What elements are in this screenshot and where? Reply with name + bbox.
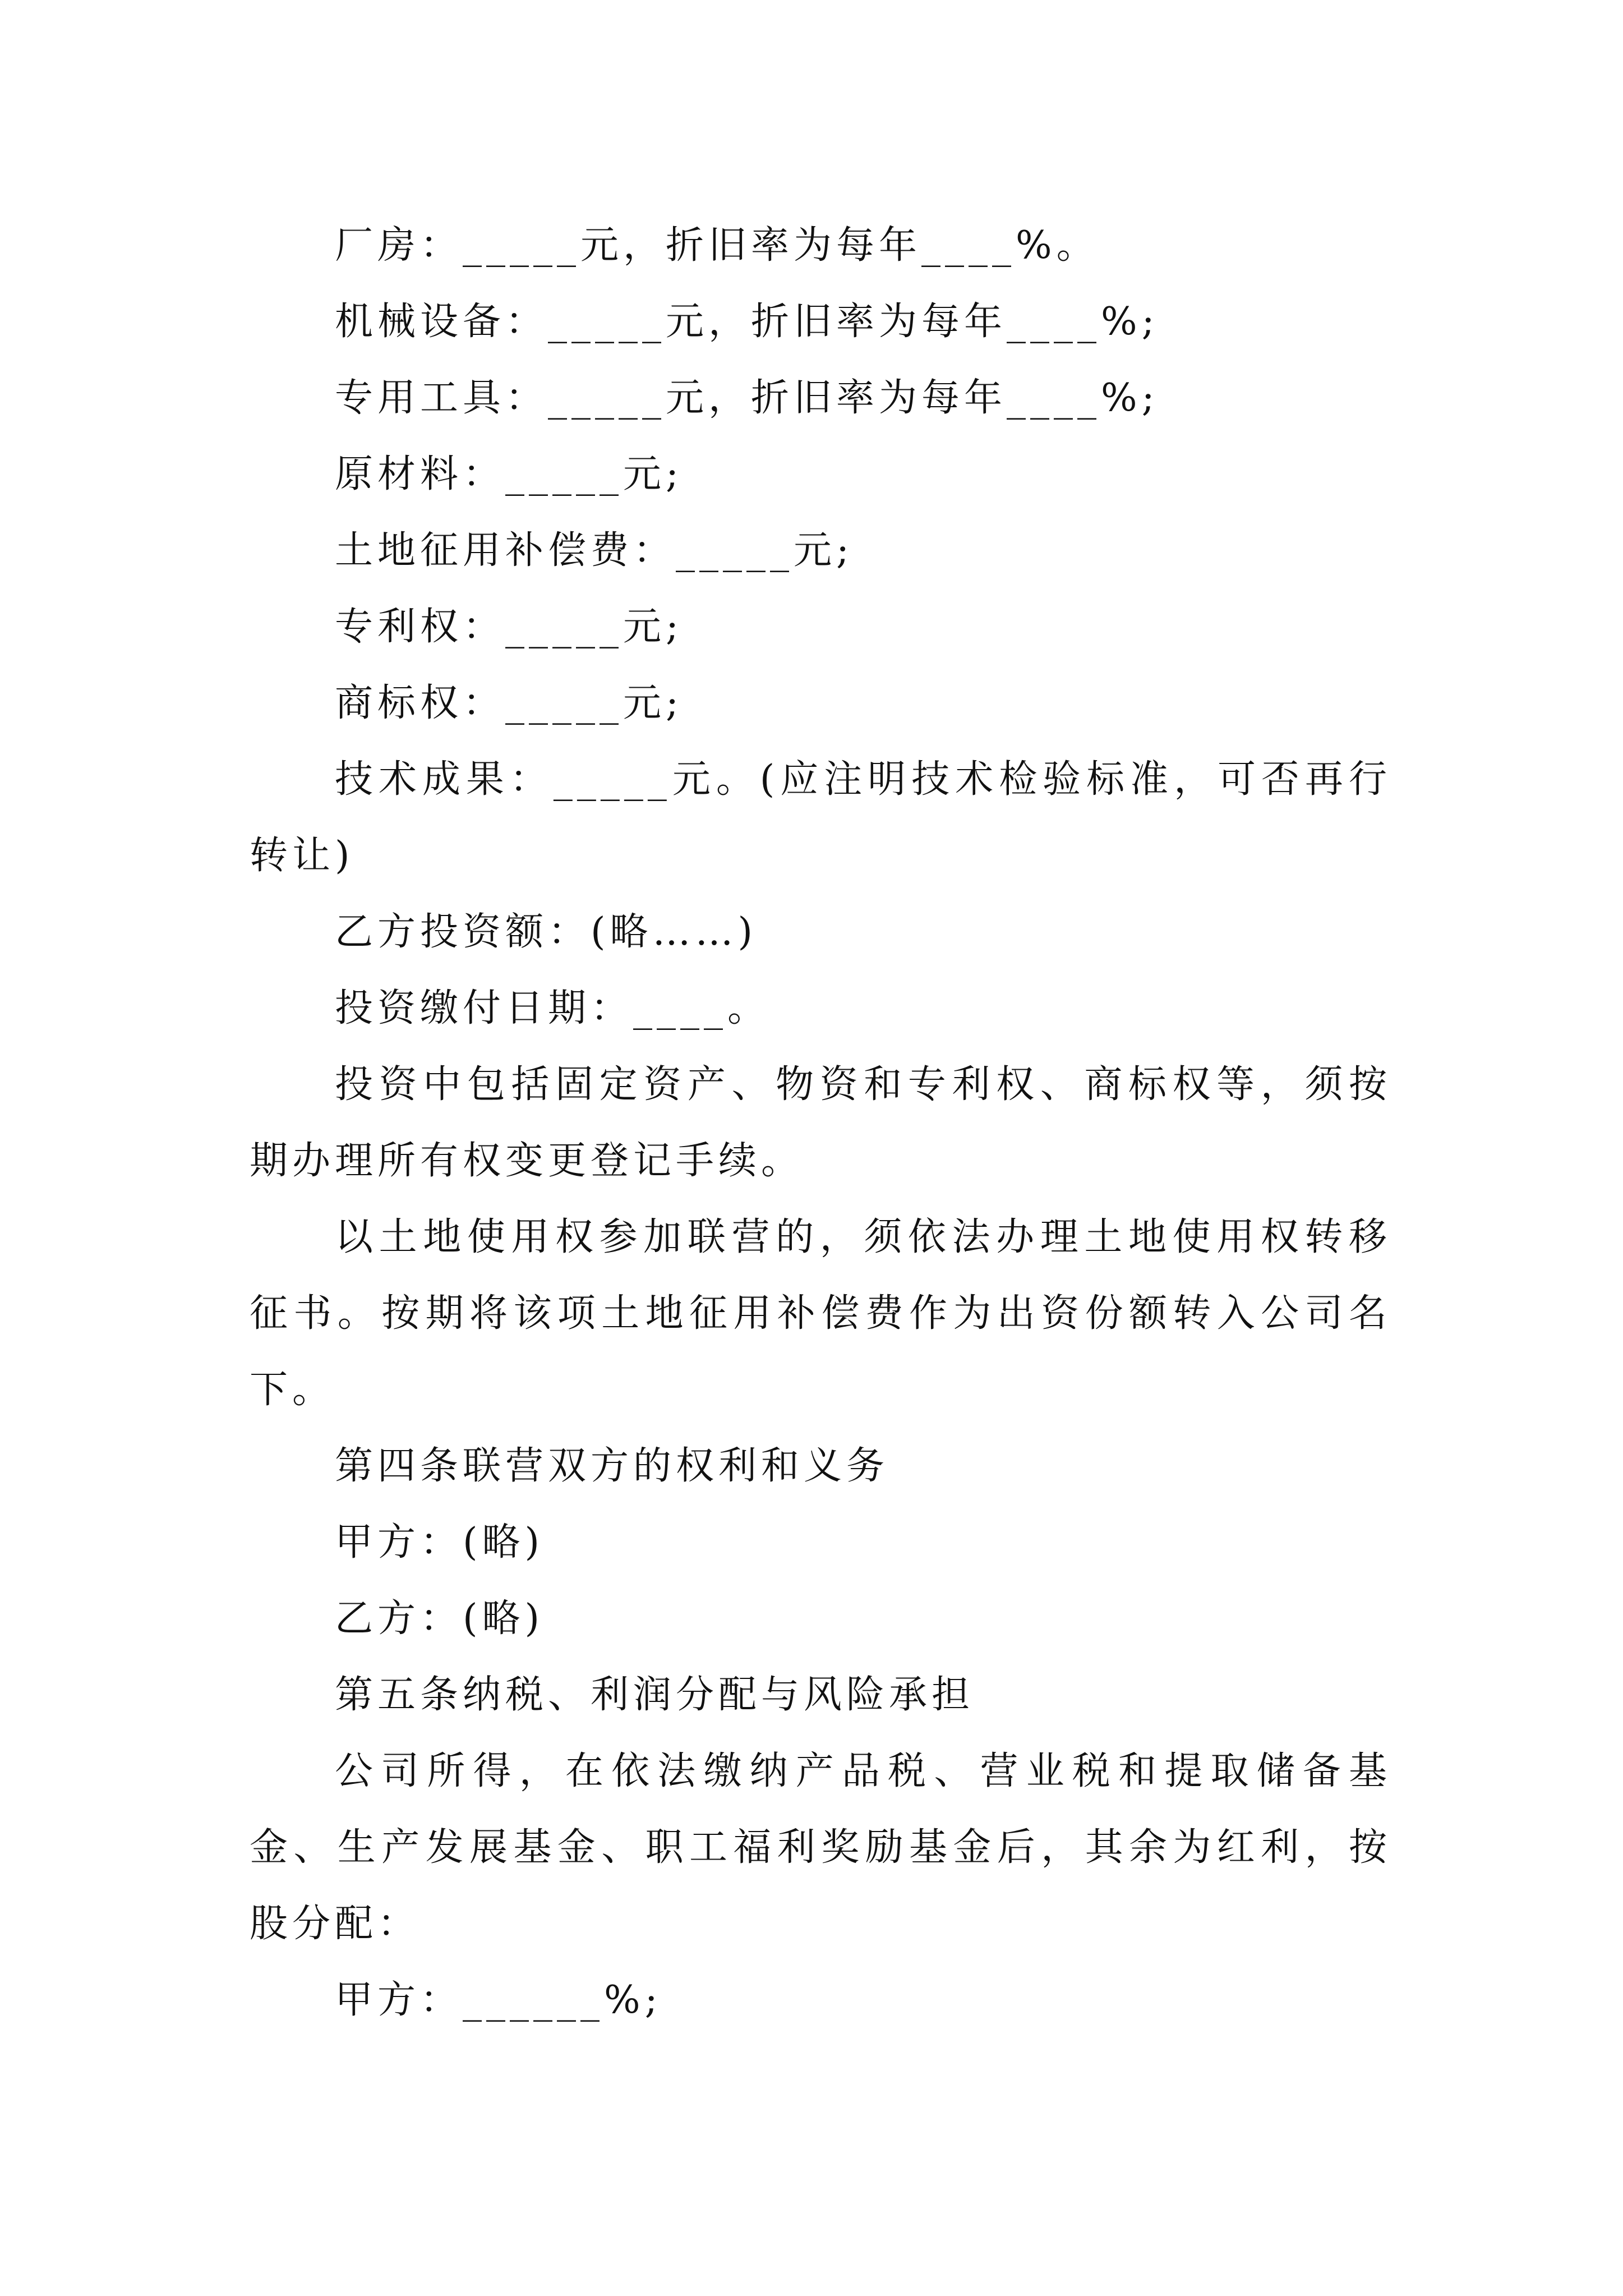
line-factory: 厂房：_____元，折旧率为每年____%。 (335, 223, 1099, 268)
line-party-a-share: 甲方：______%; (335, 1978, 662, 2022)
paragraph-ownership-transfer: 投资中包括固定资产、物资和专利权、商标权等，须按期办理所有权变更登记手续。 (250, 1062, 1391, 1183)
line-raw-materials: 原材料：_____元; (335, 452, 683, 496)
line-special-tools: 专用工具：_____元，折旧率为每年____%; (335, 376, 1159, 420)
heading-article-4: 第四条联营双方的权利和义务 (335, 1444, 889, 1488)
line-party-b-investment: 乙方投资额：(略……) (335, 910, 758, 954)
heading-article-5: 第五条纳税、利润分配与风险承担 (335, 1673, 975, 1717)
paragraph-profit-distribution: 公司所得，在依法缴纳产品税、营业税和提取储备基金、生产发展基金、职工福利奖励基金后，其余为红利，按股分配： (250, 1749, 1391, 1946)
line-land-compensation: 土地征用补偿费：_____元; (335, 528, 854, 573)
line-party-a-rights: 甲方：(略) (335, 1520, 545, 1565)
line-trademark: 商标权：_____元; (335, 681, 683, 725)
line-tech-results: 技术成果：_____元。(应注明技术检验标准，可否再行转让) (250, 757, 1391, 878)
document-body (250, 208, 1391, 2039)
paragraph-land-use-right: 以土地使用权参加联营的，须依法办理土地使用权转移征书。按期将该项土地征用补偿费作为出资份额转入公司名下。 (250, 1215, 1391, 1412)
line-machinery: 机械设备：_____元，折旧率为每年____%; (335, 300, 1159, 344)
line-payment-date: 投资缴付日期：____。 (335, 986, 771, 1030)
line-party-b-rights: 乙方：(略) (335, 1596, 545, 1641)
line-patent: 专利权：_____元; (335, 605, 683, 649)
